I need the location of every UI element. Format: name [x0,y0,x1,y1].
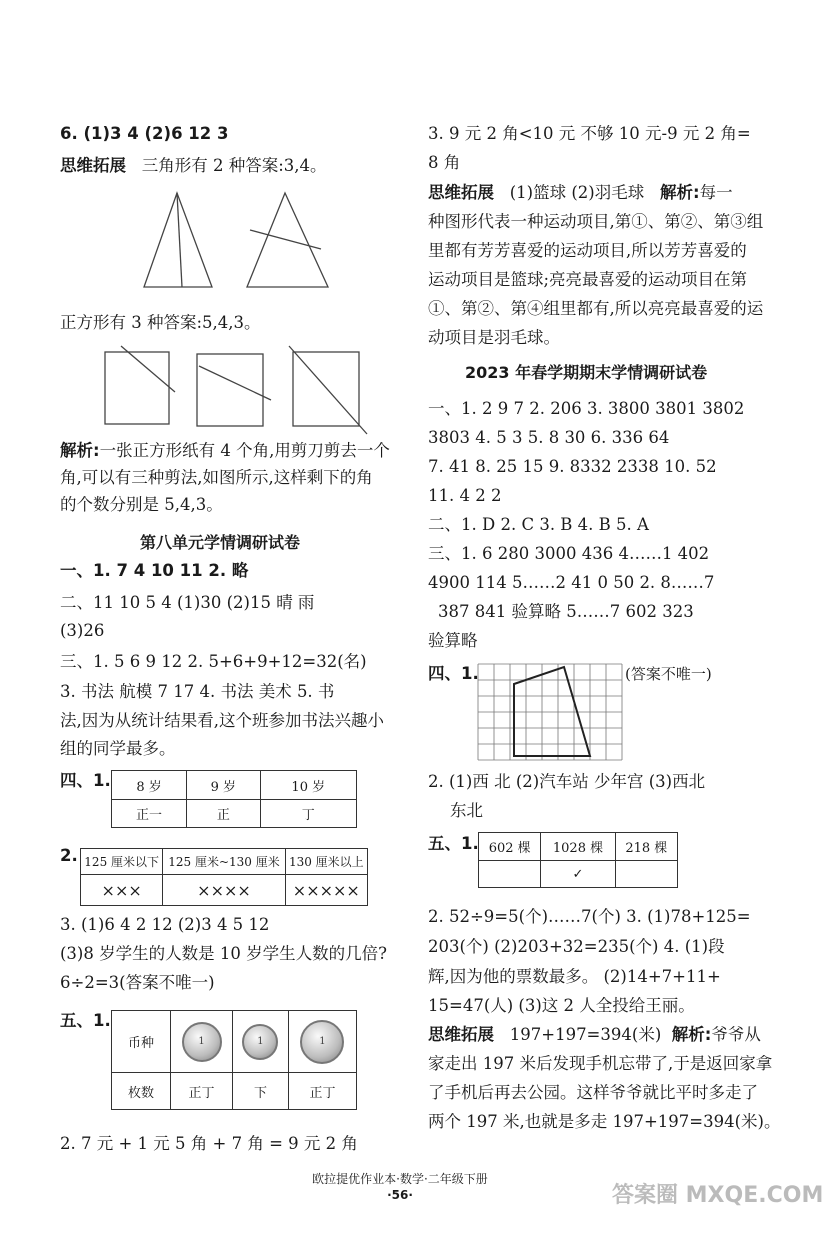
sports-analysis-2: 里都有芳芳喜爱的运动项目,所以芳芳喜爱的 [428,241,747,260]
unit8-part5-label: 五、1. [60,1011,111,1030]
final-part1-b: 3803 4. 5 3 5. 8 30 6. 336 64 [428,428,670,447]
square-2 [197,354,263,426]
count-medium: 下 [233,1073,289,1110]
square-cut-2 [199,366,271,400]
coin-table [111,1010,357,1110]
unit8-part4-3: 3. (1)6 4 2 12 (2)3 4 5 12 [60,915,270,934]
unit8-part1: 一、1. 7 4 10 11 2. 略 [60,561,249,580]
final-part3-c: 387 841 验算略 5……7 602 323 [438,602,694,621]
square-cut-figures [95,340,375,440]
sports-analysis-3: 运动项目是篮球;亮亮最喜爱的运动项目在第 [428,270,748,289]
analysis-line-1: 解析:一张正方形纸有 4 个角,用剪刀剪去一个 [60,441,390,460]
coin-medium [233,1011,289,1073]
tree-table [478,832,678,888]
age-8-tally: 正一 [112,800,187,828]
unit8-part3-5: 法,因为从统计结果看,这个班参加书法兴趣小 [60,711,384,730]
answer-not-unique-note: (答案不唯一) [625,665,712,683]
height-header-3: 130 厘米以上 [285,849,367,875]
answer-6: 6. (1)3 4 (2)6 12 3 [60,124,229,143]
sports-analysis-1: 种图形代表一种运动项目,第①、第②、第③组 [428,212,764,231]
final-part2: 二、1. D 2. C 3. B 4. B 5. A [428,515,649,534]
square-cut-3 [289,346,367,434]
tree-check-602 [479,861,541,888]
count-large: 正丁 [288,1073,356,1110]
square-3 [293,352,359,426]
square-answer: 正方形有 3 种答案:5,4,3。 [60,313,261,332]
age-10-header: 10 岁 [260,771,356,800]
analysis-line-3: 的个数分别是 5,4,3。 [60,495,223,514]
sports-analysis-4: ①、第②、第④组里都有,所以亮亮最喜爱的运 [428,299,764,318]
final-part1-a: 一、1. 2 9 7 2. 206 3. 3800 3801 3802 [428,399,745,418]
tree-header-218: 218 棵 [615,833,677,861]
count-small: 正丁 [171,1073,233,1110]
tree-check-1028: ✓ [541,861,615,888]
age-8-header: 8 岁 [112,771,187,800]
final-part4-2-cont: 东北 [450,801,483,820]
page-number: ·56· [387,1188,413,1202]
walk-analysis-1: 家走出 197 米后发现手机忘带了,于是返回家拿 [428,1054,773,1073]
final-part4-2: 2. (1)西 北 (2)汽车站 少年宫 (3)西北 [428,772,706,791]
height-marks-1: ××× [81,875,163,906]
final-part3-d: 验算略 [428,631,478,650]
final-part5-2: 2. 52÷9=5(个)……7(个) 3. (1)78+125= [428,907,751,926]
final-part1-d: 11. 4 2 2 [428,486,502,505]
final-exam-title: 2023 年春学期期末学情调研试卷 [465,363,708,382]
answer-3-money-cont: 8 角 [428,153,461,172]
unit8-part5-2: 2. 7 元 + 1 元 5 角 + 7 角 = 9 元 2 角 [60,1134,358,1153]
unit8-title: 第八单元学情调研试卷 [140,533,301,552]
height-marks-3: ××××× [285,875,367,906]
grid-drawing [478,664,622,760]
final-part1-c: 7. 41 8. 25 15 9. 8332 2338 10. 52 [428,457,717,476]
height-header-1: 125 厘米以下 [81,849,163,875]
walk-analysis-3: 两个 197 米,也就是多走 197+197=394(米)。 [428,1112,781,1131]
age-9-tally: 正 [187,800,260,828]
thinking-extension-sports: 思维拓展 (1)篮球 (2)羽毛球 解析:每一 [428,183,733,202]
tally-table-age [111,770,357,828]
cut-line-2 [250,230,321,249]
final-part5-4-cont: 15=47(人) (3)这 2 人全投给王丽。 [428,996,695,1015]
book-title-footer: 欧拉提优作业本·数学·二年级下册 [312,1172,488,1186]
unit8-part3: 三、1. 5 6 9 12 2. 5+6+9+12=32(名) [60,652,367,671]
final-part3-a: 三、1. 6 280 3000 436 4……1 402 [428,544,710,563]
currency-label: 币种 [112,1011,171,1073]
final-part5-label: 五、1. [428,834,479,853]
small-coin-icon: 1 [182,1022,222,1062]
unit8-part4-2-label: 2. [60,846,78,865]
unit8-part3-3: 3. 书法 航模 7 17 4. 书法 美术 5. 书 [60,682,335,701]
analysis-line-2: 角,可以有三种剪法,如图所示,这样剩下的角 [60,468,373,487]
sports-analysis-5: 动项目是羽毛球。 [428,328,560,347]
thinking-extension-walk: 思维拓展 197+197=394(米) 解析:爷爷从 [428,1025,761,1044]
tree-header-602: 602 棵 [479,833,541,861]
final-part4-label: 四、1. [428,664,479,683]
age-10-tally: 丁 [260,800,356,828]
unit8-part3-5-cont: 组的同学最多。 [60,739,176,758]
unit8-part4-3-question: (3)8 岁学生的人数是 10 岁学生人数的几倍? [60,944,387,963]
final-part5-4: 辉,因为他的票数最多。 (2)14+7+11+ [428,967,721,986]
triangle-cut-figures [130,185,340,295]
unit8-part4-3-answer: 6÷2=3(答案不唯一) [60,973,215,992]
height-header-2: 125 厘米~130 厘米 [163,849,285,875]
height-table [80,848,368,906]
large-coin-icon: 1 [300,1020,344,1064]
final-part5-3: 203(个) (2)203+32=235(个) 4. (1)段 [428,937,725,956]
answer-3-money: 3. 9 元 2 角<10 元 不够 10 元-9 元 2 角= [428,124,751,143]
coin-large [288,1011,356,1073]
thinking-extension-triangle: 思维拓展 三角形有 2 种答案:3,4。 [60,156,327,175]
unit8-part4-label: 四、1. [60,771,111,790]
tree-check-218 [615,861,677,888]
watermark-logo: 答案圈 MXQE.COM [612,1183,823,1208]
final-part3-b: 4900 114 5……2 41 0 50 2. 8……7 [428,573,715,592]
height-marks-2: ×××× [163,875,285,906]
coin-small [171,1011,233,1073]
unit8-part2: 二、11 10 5 4 (1)30 (2)15 晴 雨 [60,593,315,612]
tree-header-1028: 1028 棵 [541,833,615,861]
unit8-part2-cont: (3)26 [60,621,105,640]
medium-coin-icon: 1 [242,1024,278,1060]
walk-analysis-2: 了手机后再去公园。这样爷爷就比平时多走了 [428,1083,758,1102]
square-1 [105,352,169,424]
count-label: 枚数 [112,1073,171,1110]
square-cut-1 [121,346,175,392]
age-9-header: 9 岁 [187,771,260,800]
cut-line-1 [177,193,182,287]
